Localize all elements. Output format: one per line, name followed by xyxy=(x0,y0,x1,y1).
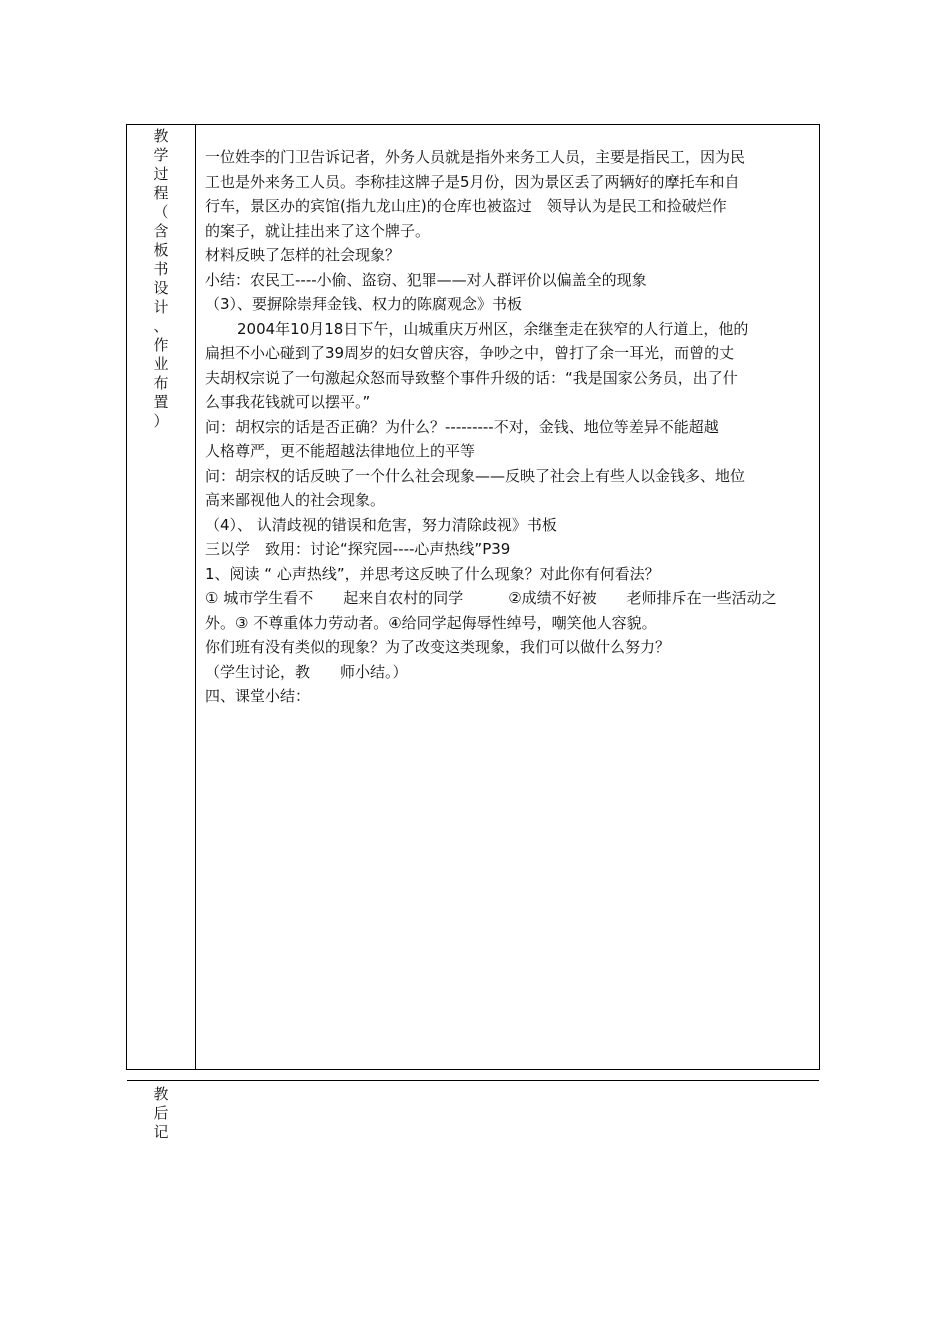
teaching-process-label xyxy=(127,127,195,431)
content-line: 一位姓李的门卫告诉记者，外务人员就是指外来务工人员，主要是指民工，因为民 xyxy=(205,148,746,166)
content-line: 的案子，就让挂出来了这个牌子。 xyxy=(205,221,431,240)
content-line: （3）、要摒除崇拜金钱、权力的陈腐观念》书板 xyxy=(205,295,523,313)
label-char: 书 xyxy=(153,260,169,278)
label-char: 作 xyxy=(153,336,169,354)
content-line: 三以学 致用：讨论“探究园----心声热线”P39 xyxy=(205,540,511,558)
label-char: 教 xyxy=(153,127,169,145)
label-char: 板 xyxy=(153,241,169,259)
content-line: （4）、 认清歧视的错误和危害，努力清除歧视》书板 xyxy=(205,515,557,534)
content-line: 问：胡宗权的话反映了一个什么社会现象——反映了社会上有些人以金钱多、地位 xyxy=(205,466,746,485)
content-line: 2004年10月18日下午，山城重庆万州区，余继奎走在狭窄的人行道上，他的 xyxy=(237,319,749,338)
lesson-content xyxy=(205,145,815,709)
content-line: 问：胡权宗的话是否正确？为什么？---------不对，金钱、地位等差异不能超越 xyxy=(205,417,719,436)
content-line: 你们班有没有类似的现象？为了改变这类现象，我们可以做什么努力？ xyxy=(205,638,671,656)
label-char: 业 xyxy=(153,355,169,373)
content-line: 1、阅读 “ 心声热线”，并思考这反映了什么现象？对此你有何看法？ xyxy=(205,564,660,583)
content-line: （学生讨论，教 师小结。） xyxy=(205,662,408,681)
label-char: 后 xyxy=(153,1104,169,1122)
row-divider xyxy=(127,1080,819,1081)
label-char: 程 xyxy=(153,184,169,202)
label-char: （ xyxy=(153,203,169,221)
label-char: 教 xyxy=(153,1085,169,1103)
label-char: 计 xyxy=(153,298,169,316)
content-line: 小结：农民工----小偷、盗窃、犯罪——对人群评价以偏盖全的现象 xyxy=(205,270,647,289)
content-line: 四、课堂小结： xyxy=(205,687,311,705)
content-line: 人格尊严，更不能超越法律地位上的平等 xyxy=(205,442,476,460)
content-line: 夫胡权宗说了一句激起众怒而导致整个事件升级的话：“我是国家公务员，出了什 xyxy=(205,368,738,387)
content-line: 扁担不小心碰到了39周岁的妇女曾庆容，争吵之中，曾打了余一耳光，而曾的丈 xyxy=(205,344,735,362)
content-line: 行车，景区办的宾馆(指九龙山庄)的仓库也被盗过 领导认为是民工和捡破烂作 xyxy=(205,197,727,215)
label-char: 学 xyxy=(153,146,169,164)
post-lesson-notes-label xyxy=(127,1085,195,1142)
label-char: 布 xyxy=(153,374,169,392)
label-char: 记 xyxy=(153,1123,169,1141)
label-char: 设 xyxy=(153,279,169,297)
label-char: ） xyxy=(153,412,169,430)
content-line: ① 城市学生看不 起来自农村的同学 ②成绩不好被 老师排斥在一些活动之 xyxy=(205,589,777,607)
label-char: 过 xyxy=(153,165,169,183)
lesson-plan-table xyxy=(126,124,820,1141)
content-line: 外。③ 不尊重体力劳动者。④给同学起侮辱性绰号，嘲笑他人容貌。 xyxy=(205,613,657,632)
label-char: 含 xyxy=(153,222,169,240)
column-divider xyxy=(195,125,196,1069)
label-char: 、 xyxy=(153,317,169,335)
content-line: 么事我花钱就可以摆平。” xyxy=(205,393,371,411)
content-line: 工也是外来务工人员。李称挂这牌子是5月份，因为景区丢了两辆好的摩托车和自 xyxy=(205,172,740,191)
label-char: 置 xyxy=(153,393,169,411)
content-line: 高来鄙视他人的社会现象。 xyxy=(205,491,386,509)
content-line: 材料反映了怎样的社会现象？ xyxy=(205,246,401,264)
